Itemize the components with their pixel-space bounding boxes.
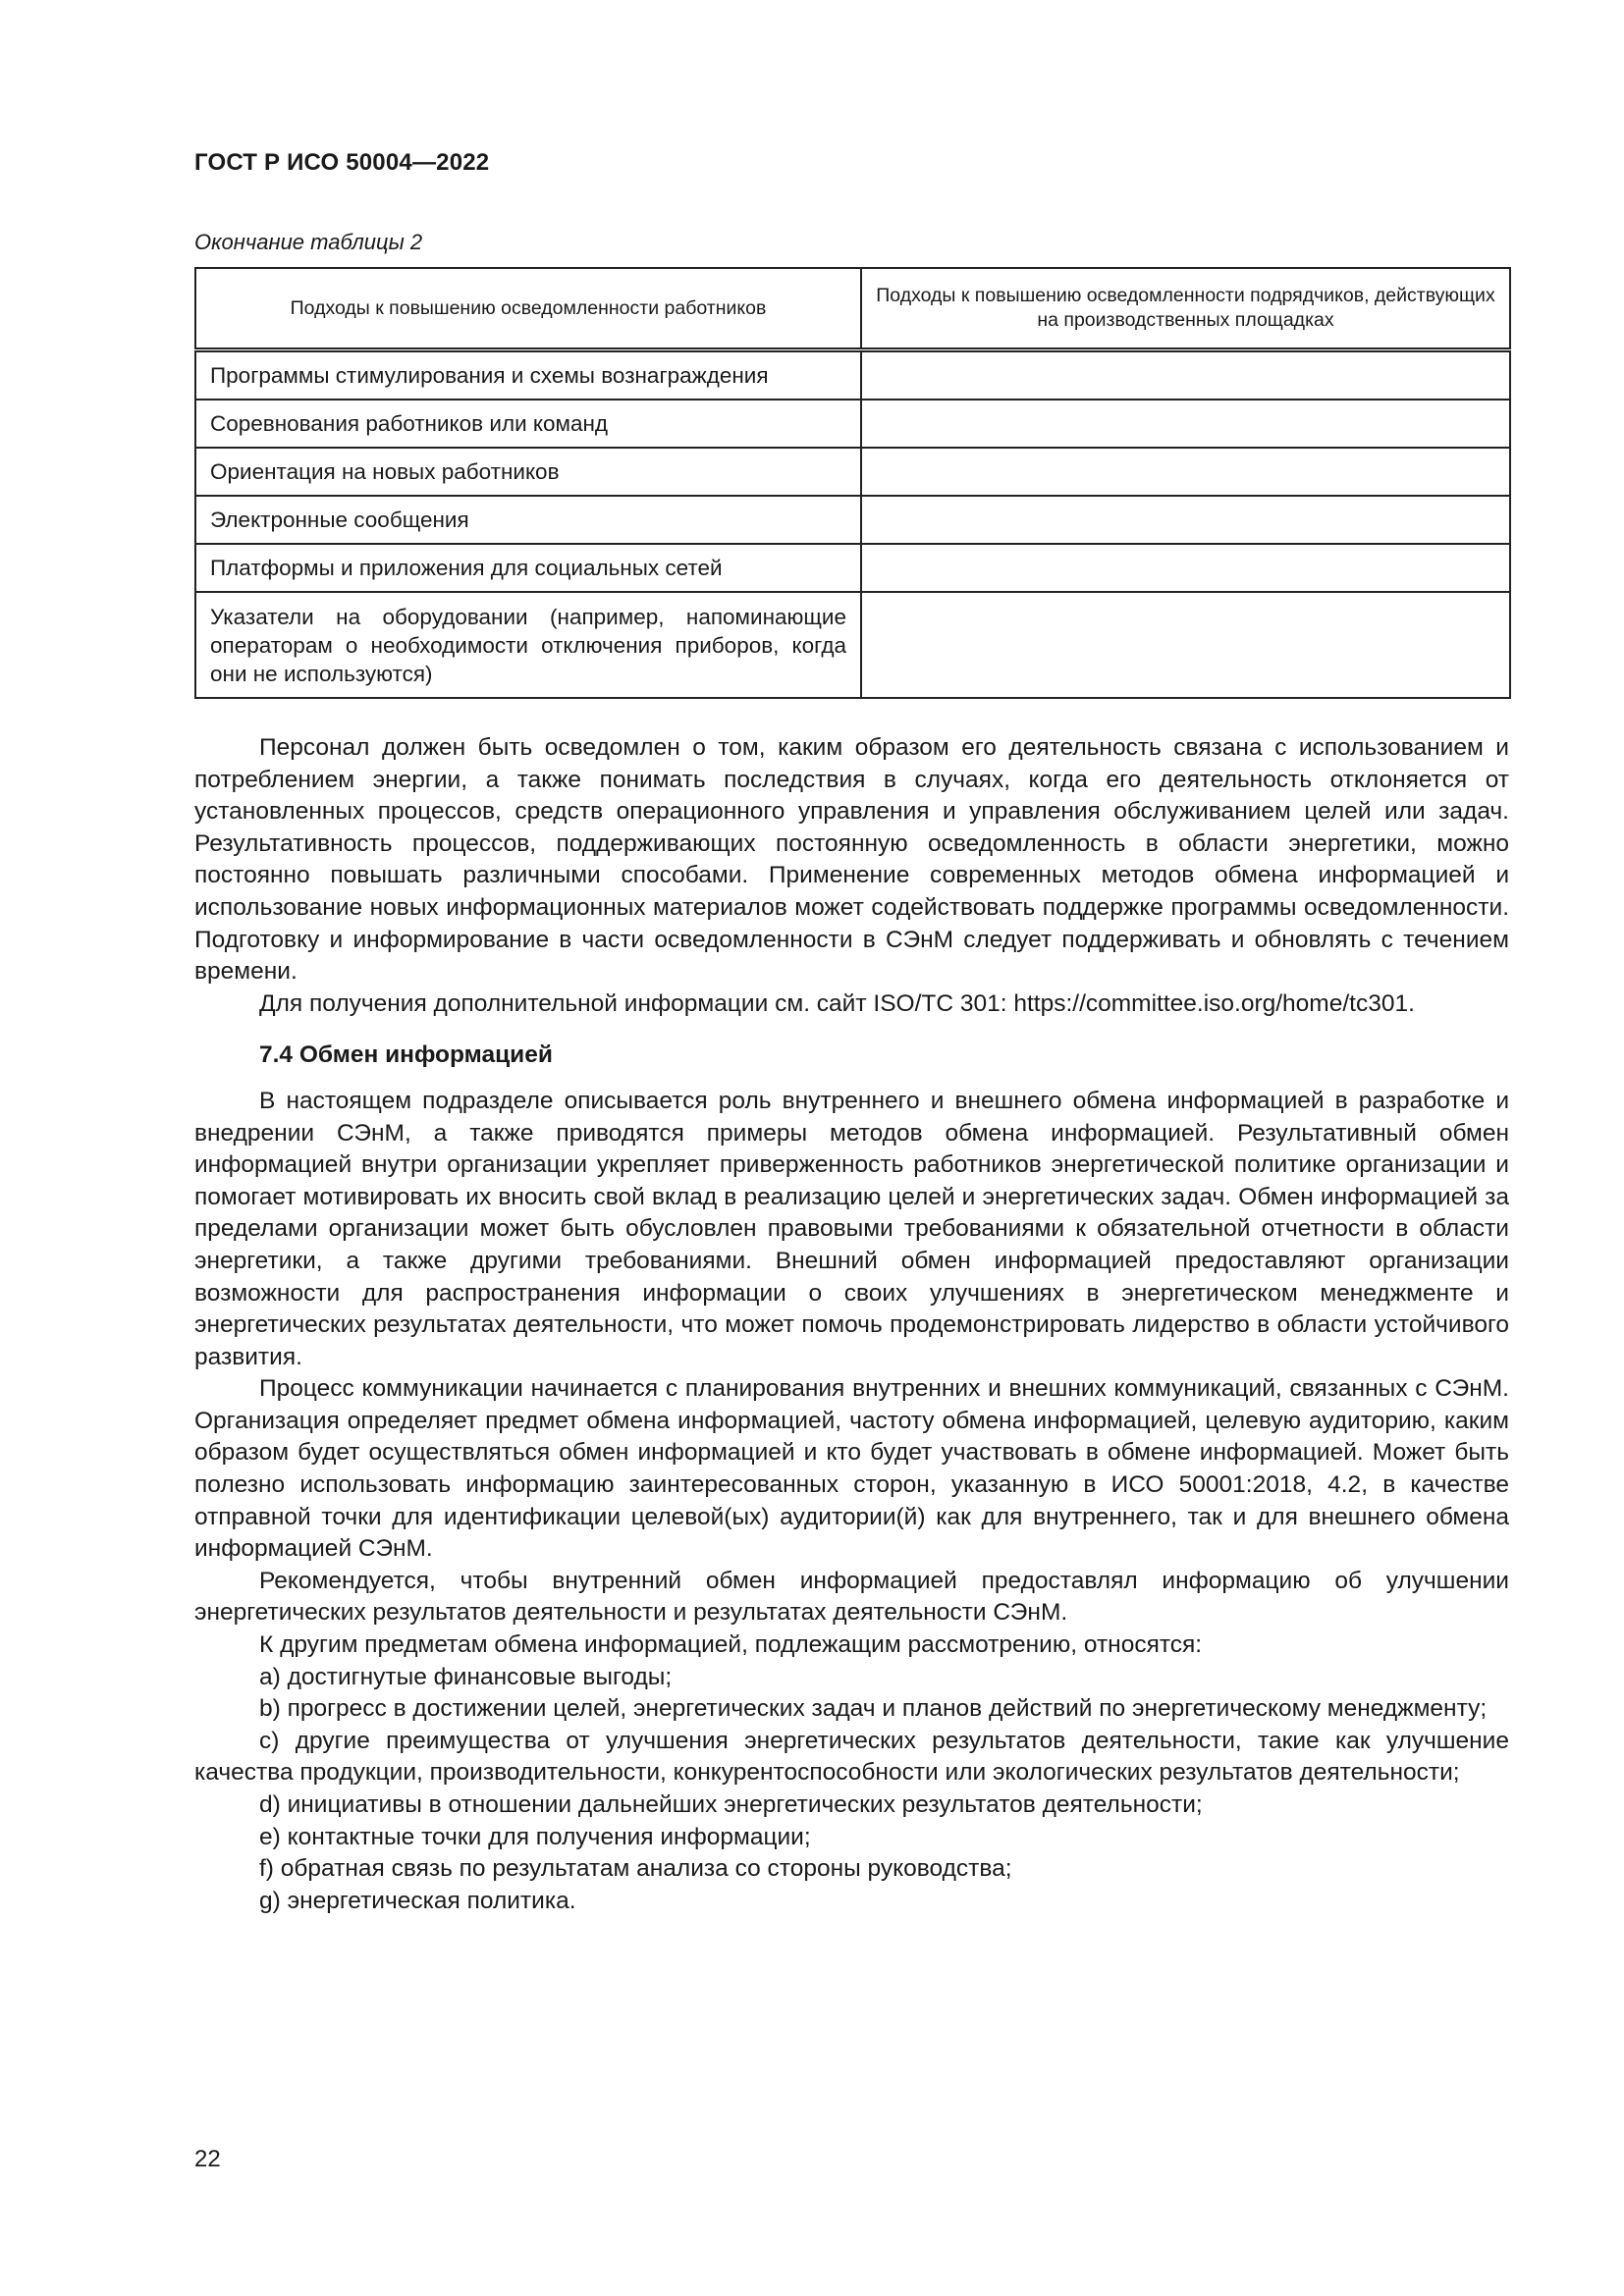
list-item: a) достигнутые финансовые выгоды;: [259, 1663, 673, 1690]
list-item: d) инициативы в отношении дальнейших энергетических результатов деятельности;: [259, 1791, 1203, 1818]
table-cell: [861, 592, 1510, 698]
list-item: e) контактные точки для получения информации;: [259, 1823, 811, 1850]
table-row: [195, 400, 1510, 448]
table-cell: Электронные сообщения: [195, 496, 861, 544]
section-title: 7.4 Обмен информацией: [259, 1041, 553, 1069]
table-row: [195, 350, 1510, 400]
paragraph: К другим предметам обмена информацией, подлежащим рассмотрению, относятся:: [259, 1631, 1203, 1659]
list-item: f) обратная связь по результатам анализа со стороны руководства;: [259, 1855, 1012, 1883]
table-cell: Платформы и приложения для социальных сетей: [195, 544, 861, 592]
table-caption: Окончание таблицы 2: [194, 230, 423, 254]
document-header: ГОСТ Р ИСО 50004—2022: [194, 149, 490, 176]
table-row: [195, 544, 1510, 592]
paragraph: Для получения дополнительной информации см. сайт ISO/TC 301: https://committee.iso.org/home/tc301.: [259, 989, 1415, 1017]
paragraph: Процесс коммуникации начинается с планирования внутренних и внешних коммуникаций, связанных с СЭнМ. Организация определяет предмет обмена информацией, частоту обмена информацией, целевую аудиторию, каким образом будет осуществляться обмен информацией и кто будет участвовать в обмене информацией. Может быть полезно использовать информацию заинтересованных сторон, указанную в ИСО 50001:2018, 4.2, в качестве отправной точки для идентификации целевой(ых) аудитории(й) как для внутреннего, так и для внешнего обмена информацией СЭнМ.: [194, 1375, 1509, 1563]
list-item: g) энергетическая политика.: [259, 1887, 576, 1914]
column-header-employees: Подходы к повышению осведомленности работников: [195, 268, 861, 350]
table-cell: Программы стимулирования и схемы вознаграждения: [195, 350, 861, 400]
table-cell: [861, 448, 1510, 496]
list-item: b) прогресс в достижении целей, энергетических задач и планов действий по энергетическому менеджменту;: [259, 1695, 1488, 1723]
column-header-contractors: Подходы к повышению осведомленности подрядчиков, действующих на производственных площадках: [861, 268, 1510, 350]
table-cell: [861, 400, 1510, 448]
table-row: [195, 496, 1510, 544]
table-row: [195, 448, 1510, 496]
table-cell: Ориентация на новых работников: [195, 448, 861, 496]
table-cell: Указатели на оборудовании (например, напоминающие операторам о необходимости отключения приборов, когда они не используются): [195, 592, 861, 698]
table-cell: [861, 544, 1510, 592]
paragraph: Персонал должен быть осведомлен о том, каким образом его деятельность связана с использованием и потреблением энергии, а также понимать последствия в случаях, когда его деятельность отклоняется от установленных процессов, средств операционного управления и управления обслуживанием целей или задач. Результативность процессов, поддерживающих постоянную осведомленность в области энергетики, можно постоянно повышать различными способами. Применение современных методов обмена информацией и использование новых информационных материалов может содействовать поддержке программы осведомленности. Подготовку и информирование в части осведомленности в СЭнМ следует поддерживать и обновлять с течением времени.: [194, 734, 1509, 986]
list-item: c) другие преимущества от улучшения энергетических результатов деятельности, такие как улучшение качества продукции, производительности, конкурентоспособности или экологических результатов деятельности;: [194, 1727, 1509, 1787]
table-header-row: [195, 268, 1510, 350]
table-cell: Соревнования работников или команд: [195, 400, 861, 448]
table-cell: [861, 350, 1510, 400]
table-row: [195, 592, 1510, 698]
paragraph: В настоящем подразделе описывается роль внутреннего и внешнего обмена информацией в разработке и внедрении СЭнМ, а также приводятся примеры методов обмена информацией. Результативный обмен информацией внутри организации укрепляет приверженность работников энергетической политике организации и помогает мотивировать их вносить свой вклад в реализацию целей и энергетических задач. Обмен информацией за пределами организации может быть обусловлен правовыми требованиями к обязательной отчетности в области энергетики, а также другими требованиями. Внешний обмен информацией предоставляют организации возможности для распространения информации о своих улучшениях в энергетическом менеджменте и энергетических результатах деятельности, что может помочь продемонстрировать лидерство в области устойчивого развития.: [194, 1087, 1509, 1370]
awareness-table: [194, 267, 1511, 699]
paragraph: Рекомендуется, чтобы внутренний обмен информацией предоставлял информацию об улучшении энергетических результатов деятельности и результатах деятельности СЭнМ.: [194, 1567, 1509, 1627]
table-cell: [861, 496, 1510, 544]
body-text: [194, 732, 1509, 1917]
page-number: 22: [194, 2146, 221, 2172]
